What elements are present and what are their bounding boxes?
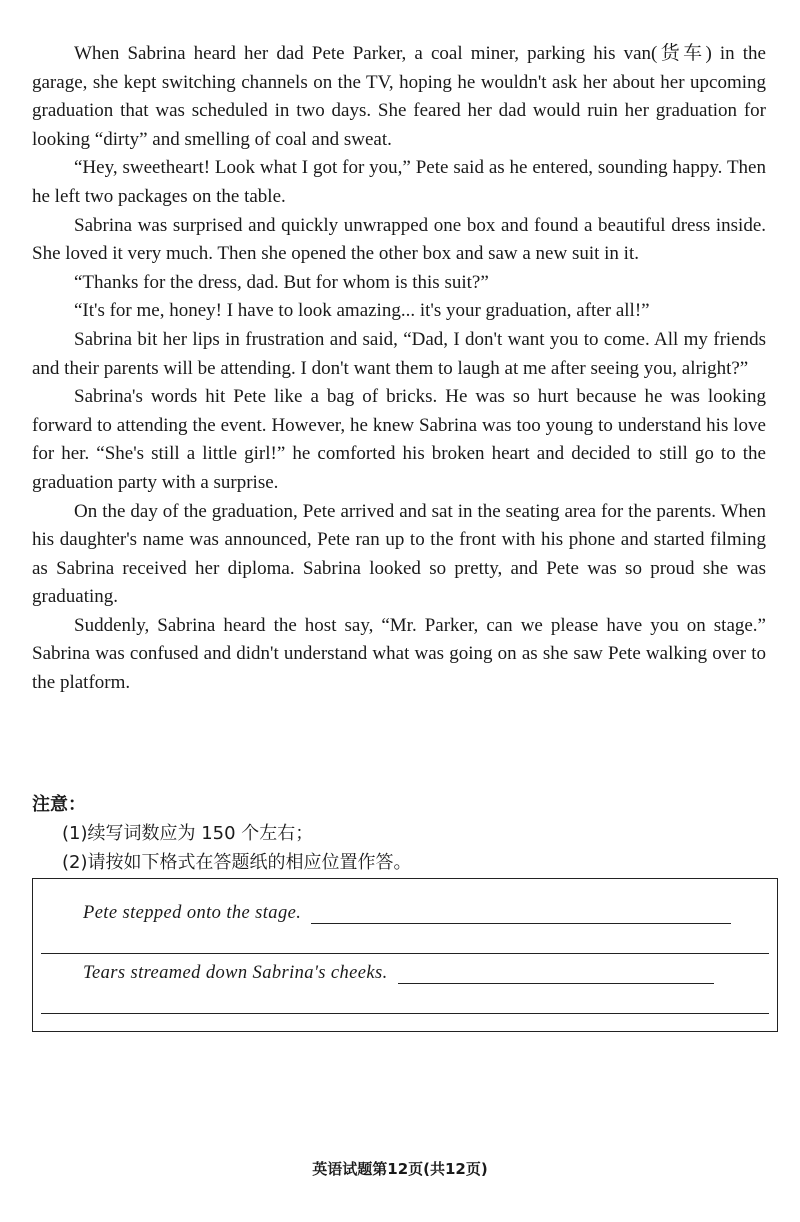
story-paragraph-2: “Hey, sweetheart! Look what I got for you,” Pete said as he entered, sounding happy. Then he left two packages on the table. [32, 157, 766, 207]
answer-box [32, 878, 778, 1032]
notes-section [32, 790, 766, 877]
answer-fill-line-2[interactable] [398, 961, 714, 984]
story-paragraph-5: “It's for me, honey! I have to look amazing... it's your graduation, after all!” [74, 300, 650, 322]
page-footer: 英语试题第12页(共12页) [312, 1160, 488, 1178]
note-item-2: (2)请按如下格式在答题纸的相应位置作答。 [62, 852, 412, 873]
answer-prompt-1: Pete stepped onto the stage. [83, 903, 302, 923]
story-passage [32, 40, 766, 698]
answer-prompt-row-2 [83, 961, 714, 984]
story-paragraph-8: On the day of the graduation, Pete arrived and sat in the seating area for the parents. When his daughter's name was announced, Pete ran up to the front with his phone and started filming as Sabrina received her diploma. Sabrina looked so pretty, and Pete was so proud she was graduating. [32, 500, 766, 608]
story-paragraph-6: Sabrina bit her lips in frustration and said, “Dad, I don't want you to come. All my friends and their parents will be attending. I don't want them to laugh at me after seeing you, alright?” [32, 328, 766, 379]
story-paragraph-7: Sabrina's words hit Pete like a bag of bricks. He was so hurt because he was looking forward to attending the event. However, he knew Sabrina was too young to understand his love for her. “She's still a little girl!” he comforted his broken heart and decided to still go to the graduation party with a surprise. [32, 386, 766, 493]
answer-fill-line-1[interactable] [311, 901, 731, 924]
story-paragraph-1: When Sabrina heard her dad Pete Parker, a coal miner, parking his van(货车) in the garage, she kept switching channels on the TV, hoping he wouldn't ask her about her upcoming graduation that was scheduled in two days. She feared her dad would ruin her graduation for looking “dirty” and smelling of coal and sweat. [32, 43, 766, 150]
story-paragraph-3: Sabrina was surprised and quickly unwrapped one box and found a beautiful dress inside. She loved it very much. Then she opened the other box and saw a new suit in it. [32, 214, 766, 265]
answer-line-2[interactable] [41, 1013, 769, 1014]
note-item-1: (1)续写词数应为 150 个左右； [62, 823, 314, 844]
notes-title: 注意： [32, 794, 86, 815]
story-paragraph-4: “Thanks for the dress, dad. But for whom is this suit?” [74, 271, 489, 293]
answer-prompt-2: Tears streamed down Sabrina's cheeks. [83, 963, 388, 983]
answer-line-1[interactable] [41, 953, 769, 954]
answer-prompt-row-1 [83, 901, 731, 924]
story-paragraph-9: Suddenly, Sabrina heard the host say, “Mr. Parker, can we please have you on stage.” Sabrina was confused and didn't understand what was going on as she saw Pete walking over to the platform. [32, 614, 766, 694]
